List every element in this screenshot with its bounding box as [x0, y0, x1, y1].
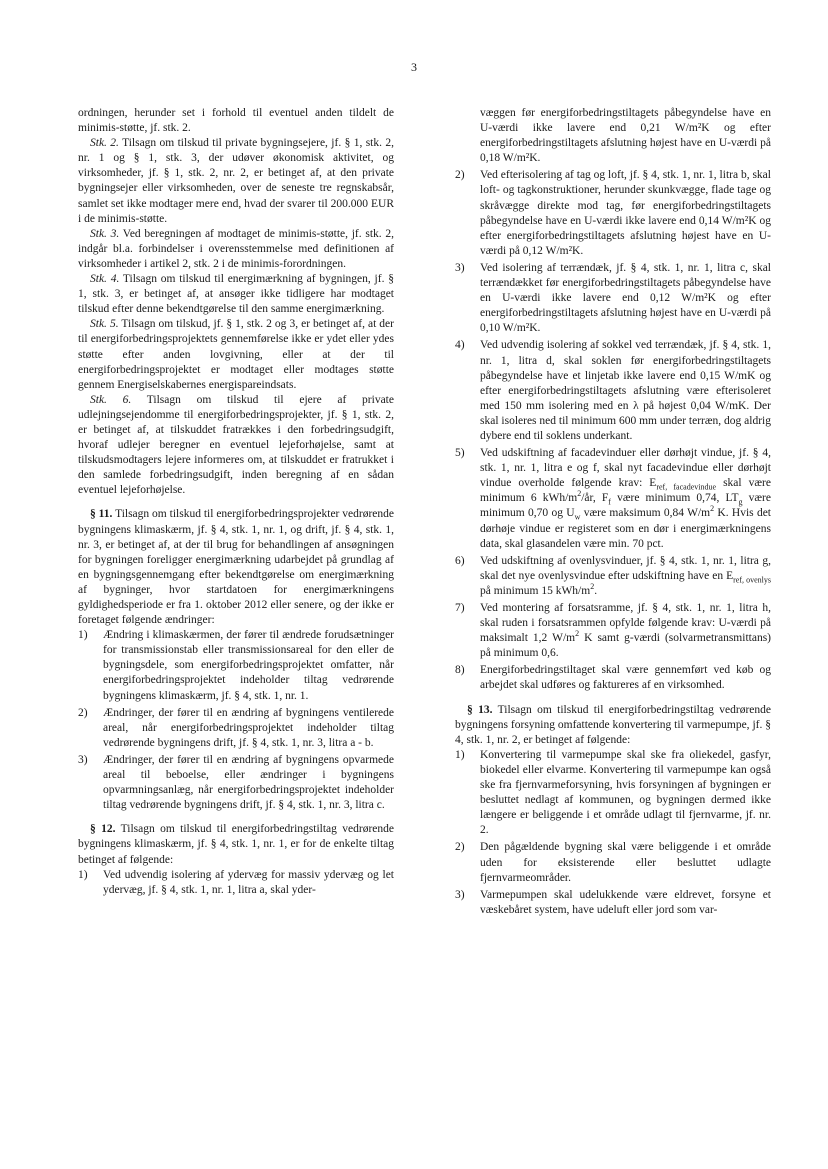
item-number: 2)	[455, 841, 465, 854]
stk-3	[78, 227, 394, 272]
section-11	[78, 507, 394, 628]
item-text: Ved efterisolering af tag og loft, jf. § 4, stk. 1, nr. 1, litra b, skal loft- og tagkonstruktioner, herunder skunkvægge, flade tage og skråvægge direkte mod tag, før energiforbedringstiltagets påbegyndelse have en U-værdi ikke lavere end 0,14 W/m²K og efter energiforbedringstiltagets afslutning højest have en U-værdi på 0,12 W/m²K.	[480, 169, 771, 257]
text-run: være minimum 0,70 og U	[480, 492, 771, 520]
section-label: § 13.	[467, 703, 493, 716]
item-text: Konvertering til varmepumpe skal ske fra oliekedel, gasfyr, biokedel eller elvarme. Konvertering til varmepumpe kan også ske fra fjernvarmeforsyning, hvis forsyningen af bygningen er besluttet nedlagt af kommunen, og bygningen dermed ikke længere er beliggende i et område udlagt til fjernvarme, jf. nr. 2.	[480, 748, 771, 837]
stk-2	[78, 136, 394, 227]
subscript: ref, ovenlys	[733, 575, 772, 585]
text-run: K samt g-værdi (solvarmetransmittans) på minimum 0,6.	[480, 632, 771, 660]
subscript: g	[738, 497, 743, 507]
stk-label: Stk. 2.	[90, 137, 119, 150]
item-number: 3)	[78, 753, 88, 766]
item-number: 5)	[455, 447, 465, 460]
right-column	[455, 106, 771, 918]
text-run: skal være minimum 6 kWh/m	[480, 477, 771, 505]
list-item	[455, 601, 771, 661]
text-run: Ved montering af forsatsramme, jf. § 4, stk. 1, nr. 1, litra h, skal ruden i forsatsrammen opfylde følgende krav: U-værdi på maksimalt 1,2 W/m	[480, 602, 771, 645]
left-column	[78, 106, 394, 898]
stk-label: Stk. 4.	[90, 273, 120, 286]
section-label: § 11.	[90, 508, 113, 521]
item-text	[480, 446, 771, 552]
item-text: Ændringer, der fører til en ændring af bygningens ventilerede areal, når energiforbedringsprojektet indeholder tiltag vedrørende bygningens drift, jf. § 4, stk. 1, nr. 3, litra a - b.	[103, 706, 394, 749]
item-text: Ved udvendig isolering af sokkel ved terrændæk, jf. § 4, stk. 1, nr. 1, litra d, skal soklen før energiforbedringstiltagets påbegyndelse have et linjetab ikke lavere end 0,15 W/mK og efter energiforbedringstiltagets afslutning være efterisoleret med 150 mm isolering med en λ på højest 0,04 W/mK. Der skal isoleres ned til minimum 600 mm under terræn, dog aldrig dybere end til soklens underkant.	[480, 339, 771, 442]
paragraph-ordningen: ordningen, herunder set i forhold til eventuel anden tildelt de minimis-støtte, jf. stk. 2.	[78, 107, 394, 135]
text-run: K. Hvis det dørhøje vindue er registeret som en dør i energimærkningens data, skal glasandelen være min. 70 pct.	[480, 507, 771, 550]
text-run: Ved udskiftning af facadevinduer eller dørhøjt vindue, jf. § 4, stk. 1, nr. 1, litra e og f, skal nyt facadevindue eller dørhøjt vindue overholde følgende krav: E	[480, 447, 771, 490]
item-text: Den pågældende bygning skal være beliggende i et område uden for eksisterende eller besluttet udlagte fjernvarmeområder.	[480, 841, 771, 884]
subscript: f	[608, 497, 611, 507]
item-number: 4)	[455, 339, 465, 352]
list-item	[455, 663, 771, 693]
superscript: 2	[590, 582, 595, 592]
section-text: Tilsagn om tilskud til energiforbedringstiltag vedrørende bygningens klimaskærm, jf. § 4, stk. 1, nr. 1, er for de enkelte tiltag betinget af følgende:	[78, 823, 394, 866]
item-text	[480, 554, 771, 599]
superscript: 2	[577, 489, 582, 499]
stk-text: Tilsagn om tilskud til ejere af private udlejningsejendomme til energiforbedringsprojekter, jf. § 1, stk. 2, er betinget af, at tilskuddet fratrækkes i den forbedringsudgift, hvoraf udlejer beregner en eventuel lejeforhøjelse, samt at tilskudsmodtagers lejere informeres om, at tilskuddet er fratrukket i den samlede forbedringsudgift, inden beregning af en sådan eventuel lejeforhøjelse.	[78, 393, 394, 497]
item-text: Ændringer, der fører til en ændring af bygningens opvarmede areal til beboelse, eller ændringer i bygningens opvarmningsanlæg, når energiforbedringsprojektet indeholder tiltag vedrørende bygningens drift, jf. § 4, stk. 1, nr. 3, litra c.	[103, 753, 394, 812]
superscript: 2	[710, 504, 715, 514]
list-item	[78, 628, 394, 703]
section-12	[78, 822, 394, 867]
item-text: Ved udvendig isolering af ydervæg for massiv ydervæg og let ydervæg, jf. § 4, stk. 1, nr. 1, litra a, skal yder-	[103, 868, 394, 896]
text-run: være minimum 0,74, LT	[610, 492, 739, 505]
list-item	[78, 753, 394, 813]
item-number: 1)	[78, 868, 88, 881]
list-item	[455, 554, 771, 599]
stk-6	[78, 393, 394, 499]
list-item	[78, 868, 394, 898]
item-number: 3)	[455, 261, 465, 274]
text-run: være maksimum 0,84 W/m	[580, 507, 711, 520]
text-run: på minimum 15 kWh/m	[480, 584, 591, 597]
superscript: 2	[575, 629, 580, 639]
list-item	[455, 168, 771, 259]
item-text: Ændring i klimaskærmen, der fører til ændrede forudsætninger for transmissionstab eller transmissionsareal for den eller de bygningsdele, som energiforbedringsprojektet omfatter, når energiforbedringsprojektet indeholder tiltag vedrørende bygningens klimaskærm, jf. § 4, stk. 1, nr. 1.	[103, 629, 394, 702]
item-number: 6)	[455, 554, 465, 567]
item-text: væggen før energiforbedringstiltagets påbegyndelse have en U-værdi ikke lavere end 0,21 W/m²K og efter energiforbedringstiltagets afslutning højest have en U-værdi på 0,18 W/m²K.	[480, 107, 771, 165]
section-text: Tilsagn om tilskud til energiforbedringsprojekter vedrørende bygningens klimaskærm, jf. § 4, stk. 1, nr. 1, og drift, jf. § 4, stk. 1, nr. 3, er betinget af, at der til brug for behandlingen af ansøgningen for bygningen foreligger energimærkning udarbejdet på grundlag af en bygningsgennemgang efter bekendtgørelse om energimærkning af bygninger, hvor startdatoen for energimærkningens gyldighedsperiode er fra 1. oktober 2012 eller senere, og der ikke er foretaget følgende ændringer:	[78, 508, 394, 627]
section-text: Tilsagn om tilskud til energiforbedringstiltag vedrørende bygningens forsyning omfattende konvertering til varmepumpe, jf. § 4, stk. 1, nr. 2, er betinget af følgende:	[455, 703, 771, 746]
item-text: Varmepumpen skal udelukkende være eldrevet, forsyne et væskebåret system, have udeluft eller jord som var-	[480, 888, 771, 916]
item-text: Energiforbedringstiltaget skal være gennemført ved køb og arbejdet skal udføres og faktureres af en virksomhed.	[480, 664, 771, 692]
stk-text: Ved beregningen af modtaget de minimis-støtte, jf. stk. 2, indgår bl.a. forbindelser i overensstemmelse med definitionen af virksomheder i artikel 2, stk. 2 i de minimis-forordningen.	[78, 227, 394, 270]
list-item	[455, 446, 771, 552]
subscript: ref, facadevindue	[656, 482, 717, 492]
list-item-continuation	[455, 106, 771, 166]
item-number: 1)	[78, 629, 88, 642]
item-text: Ved isolering af terrændæk, jf. § 4, stk. 1, nr. 1, litra c, skal terrændækket før energiforbedringstiltagets påbegyndelse have en U-værdi ikke lavere end 0,12 W/m²K og efter energiforbedringstiltagets afslutning højest have en U-værdi på 0,10 W/m²K.	[480, 261, 771, 335]
stk-text: Tilsagn om tilskud til private bygningsejere, jf. § 1, stk. 2, nr. 1 og § 1, stk. 3, der udøver økonomisk aktivitet, og virksomheder, jf. § 1, stk. 2, nr. 2, er betinget af, at den private bygningsejer eller virksomheden, over de seneste tre regnskabsår, samlet set ikke modtager mere end, hvad der svarer til 200.000 EUR i de minimis-støtte.	[78, 137, 394, 225]
item-text	[480, 601, 771, 661]
list-item	[78, 706, 394, 751]
list-item	[455, 840, 771, 885]
item-number: 3)	[455, 888, 465, 901]
item-number: 7)	[455, 602, 465, 614]
stk-5	[78, 317, 394, 392]
list-item	[455, 748, 771, 839]
stk-text: Tilsagn om tilskud til energimærkning af bygningen, jf. § 1, stk. 3, er betinget af, at ansøger ikke tidligere har modtaget tilskud efter denne bekendtgørelse til den samme energimærkning.	[78, 273, 394, 316]
text-run: .	[594, 584, 598, 597]
subscript: w	[574, 512, 581, 522]
stk-label: Stk. 6.	[90, 393, 132, 406]
stk-4	[78, 272, 394, 317]
section-13	[455, 703, 771, 748]
list-item	[455, 888, 771, 918]
item-number: 2)	[78, 706, 88, 719]
section-label: § 12.	[90, 823, 116, 836]
list-item	[455, 338, 771, 444]
page-number: 3	[411, 60, 417, 74]
item-number: 2)	[455, 169, 465, 182]
stk-text: Tilsagn om tilskud, jf. § 1, stk. 2 og 3, er betinget af, at der til energiforbedringsprojektets gennemførelse ikke er ydet eller ydes støtte efter anden lovgivning, eller at der til energiforbedringsprojektet er modtaget eller modtages støtte gennem Energiselskabernes energispareindsats.	[78, 318, 394, 391]
list-item	[455, 261, 771, 336]
stk-label: Stk. 3.	[90, 227, 120, 240]
text-run: Ved udskiftning af ovenlysvinduer, jf. § 4, stk. 1, nr. 1, litra g, skal det nye ovenlysvindue efter udskiftning have en E	[480, 554, 771, 582]
item-number: 8)	[455, 664, 465, 677]
item-number: 1)	[455, 748, 465, 761]
stk-label: Stk. 5.	[90, 318, 119, 331]
text-run: /år, F	[581, 492, 609, 505]
